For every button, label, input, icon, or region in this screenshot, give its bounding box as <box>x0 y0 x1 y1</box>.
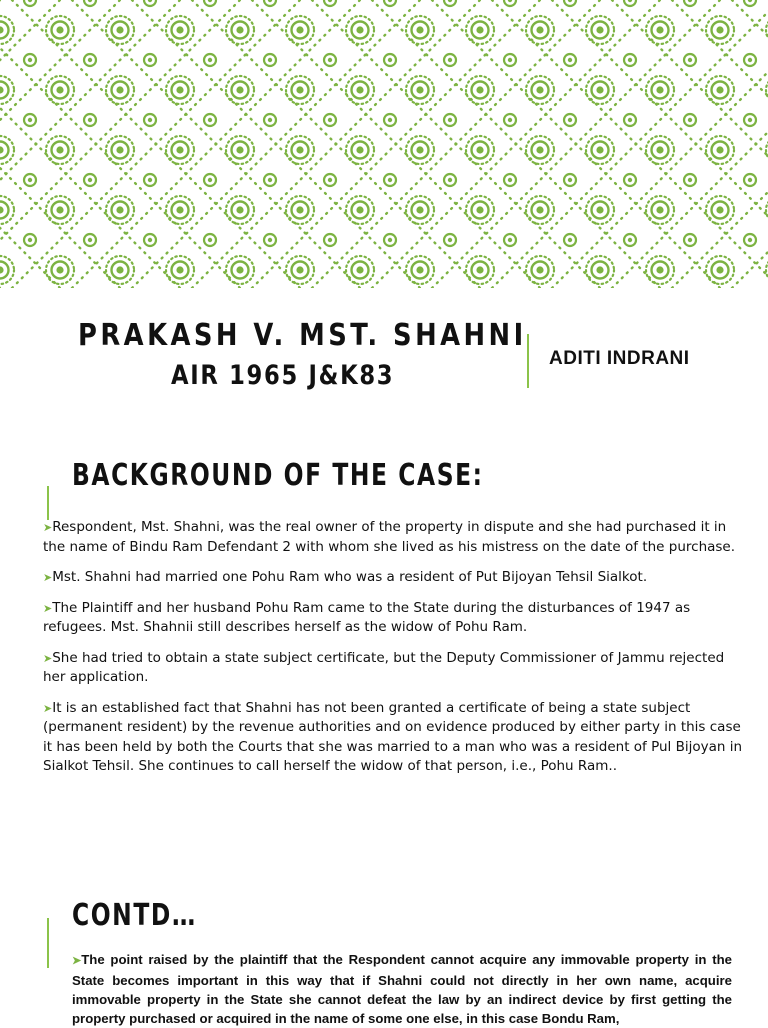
bullet-item: ➤Respondent, Mst. Shahni, was the real owner of the property in dispute and she had purchased it in the name of Bindu Ram Defendant 2 with whom she lived as his mistress on the date of the purchase. <box>43 519 736 555</box>
background-bullet-list <box>43 518 743 788</box>
background-accent-bar <box>47 486 49 520</box>
green-circle-pattern-icon <box>0 0 768 288</box>
background-heading: BACKGROUND OF THE CASE: <box>72 458 484 493</box>
decorative-banner <box>0 0 768 288</box>
bullet-item: ➤It is an established fact that Shahni has not been granted a certificate of being a state subject (permanent resident) by the revenue authorities and on evidence produced by either party in this case it has been held by both the Courts that she was married to a man who was a resident of Pul Bijoyan in Sialkot Tehsil. She continues to call herself the widow of that person, i.e., Pohu Ram.. <box>43 699 743 774</box>
title-divider <box>527 334 529 388</box>
arrowhead-bullet-icon: ➤ <box>43 521 53 534</box>
bullet-item: ➤Mst. Shahni had married one Pohu Ram who was a resident of Put Bijoyan Tehsil Sialkot. <box>43 569 648 585</box>
contd-paragraph: ➤The point raised by the plaintiff that the Respondent cannot acquire any immovable property in the State becomes important in this way that if Shahni could not directly in her own name, acquire immovable property in the State she cannot defeat the law by an indirect device by first getting the property purchased or acquired in the name of some one else, in this case Bondu Ram, <box>72 952 732 1026</box>
arrowhead-bullet-icon: ➤ <box>43 701 53 715</box>
bullet-item: ➤The Plaintiff and her husband Pohu Ram came to the State during the disturbances of 1947 as refugees. Mst. Shahnii still describes herself as the widow of Pohu Ram. <box>43 599 691 635</box>
case-citation: AIR 1965 J&K83 <box>171 360 395 391</box>
presentation-title: PRAKASH V. MST. SHAHNI <box>78 318 527 353</box>
contd-heading: CONTD… <box>72 898 197 933</box>
arrowhead-bullet-icon: ➤ <box>72 955 82 967</box>
arrowhead-bullet-icon: ➤ <box>43 601 53 615</box>
author-name: ADITI INDRANI <box>549 348 690 369</box>
arrowhead-bullet-icon: ➤ <box>43 651 53 665</box>
bullet-item: ➤She had tried to obtain a state subject certificate, but the Deputy Commissioner of Jammu rejected her application. <box>43 649 725 685</box>
contd-accent-bar <box>47 918 49 968</box>
arrowhead-bullet-icon: ➤ <box>43 571 53 584</box>
